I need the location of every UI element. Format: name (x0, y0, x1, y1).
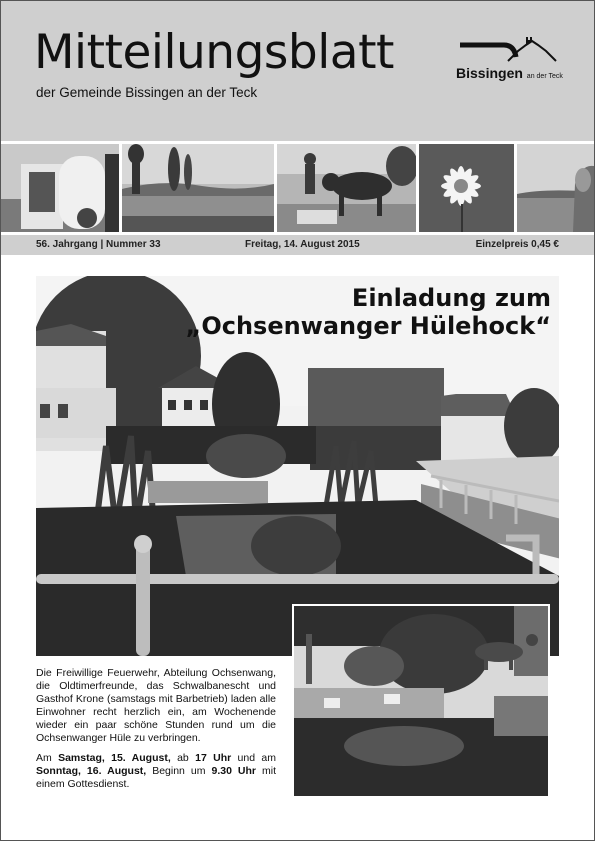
masthead (1, 1, 594, 141)
headline-line-1: Einladung zum (351, 284, 551, 312)
article-paragraph-1: Die Freiwillige Feuerwehr, Abteilung Ochsenwang, die Oldtimerfreunde, das Schwalbanescht und Gasthof Krone (samstags mit Barbetrieb) laden alle Einwohner recht herzlich ein, am Wochenende wieder ein paar schöne Stunden rund um die Ochsenwanger Hüle zu verbringen. (36, 667, 276, 744)
logo-suffix: an der Teck (526, 73, 563, 80)
photo-sculpture (277, 144, 416, 232)
newsletter-title: Mitteilungsblatt (34, 25, 394, 80)
article-headline (186, 284, 551, 340)
logo-name: Bissingen (456, 65, 523, 81)
issue-info-bar (1, 235, 594, 255)
newsletter-subtitle: der Gemeinde Bissingen an der Teck (36, 85, 258, 100)
municipality-logo (456, 31, 566, 91)
issue-price: Einzelpreis 0,45 € (475, 239, 559, 250)
header-photo-strip (1, 144, 594, 232)
issue-date: Freitag, 14. August 2015 (245, 239, 360, 250)
headline-line-2: „Ochsenwanger Hülehock“ (185, 312, 551, 340)
castle-hill-icon (456, 31, 566, 67)
photo-landscape (517, 144, 594, 232)
issue-number: 56. Jahrgang | Nummer 33 (36, 239, 161, 250)
photo-lake (122, 144, 274, 232)
photo-daisy (419, 144, 514, 232)
inset-photo (292, 604, 550, 798)
article-body (36, 667, 276, 798)
photo-building (1, 144, 119, 232)
main-photo (36, 276, 559, 656)
article-paragraph-2: Am Samstag, 15. August, ab 17 Uhr und am Sonntag, 16. August, Beginn um 9.30 Uhr mit einem Gottesdienst. (36, 752, 277, 790)
